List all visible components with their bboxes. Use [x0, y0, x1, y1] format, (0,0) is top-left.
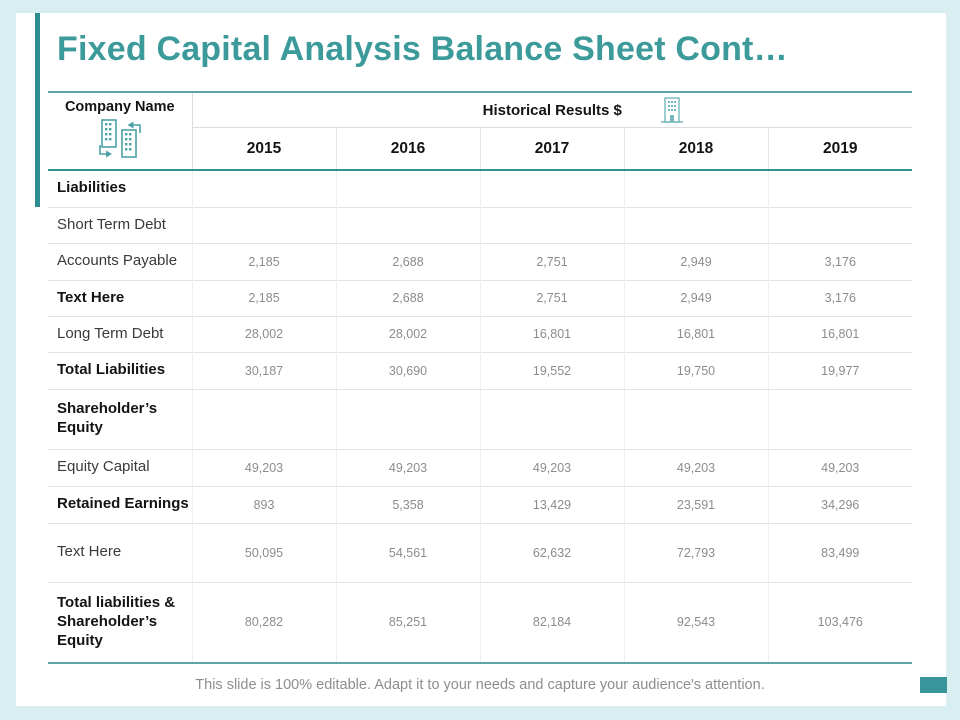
year-header: 2015	[192, 128, 336, 171]
cell-value: 19,552	[480, 352, 624, 389]
cell-value: 19,750	[624, 352, 768, 389]
cell-value: 49,203	[336, 449, 480, 486]
left-accent-bar	[35, 13, 40, 207]
cell-value: 54,561	[336, 523, 480, 582]
cell-value	[480, 170, 624, 207]
cell-value: 3,176	[768, 280, 912, 316]
row-label: Total liabilities & Shareholder’s Equity	[48, 582, 192, 663]
cell-value	[768, 389, 912, 449]
cell-value	[624, 207, 768, 243]
cell-value: 49,203	[192, 449, 336, 486]
row-label: Text Here	[48, 280, 192, 316]
table-row	[48, 523, 912, 582]
company-name-cell	[48, 92, 192, 170]
cell-value	[336, 207, 480, 243]
company-transfer-icon	[48, 117, 192, 161]
cell-value: 23,591	[624, 486, 768, 523]
cell-value: 34,296	[768, 486, 912, 523]
row-label: Text Here	[48, 523, 192, 582]
header-row-group	[48, 92, 912, 128]
cell-value: 893	[192, 486, 336, 523]
cell-value: 2,949	[624, 280, 768, 316]
cell-value: 49,203	[624, 449, 768, 486]
company-name-label: Company Name	[64, 99, 175, 115]
cell-value: 2,949	[624, 243, 768, 280]
row-label: Liabilities	[57, 179, 127, 197]
slide-title: Fixed Capital Analysis Balance Sheet Cont…	[57, 30, 788, 68]
year-header: 2018	[624, 128, 768, 171]
cell-value: 19,977	[768, 352, 912, 389]
cell-value: 2,688	[336, 243, 480, 280]
table-row	[48, 582, 912, 663]
cell-value: 16,801	[768, 316, 912, 352]
row-label: Long Term Debt	[48, 316, 192, 352]
cell-value: 62,632	[480, 523, 624, 582]
cell-value: 80,282	[192, 582, 336, 663]
cell-value: 13,429	[480, 486, 624, 523]
table-row	[48, 316, 912, 352]
cell-value: 28,002	[192, 316, 336, 352]
cell-value	[768, 207, 912, 243]
row-label: Accounts Payable	[48, 243, 192, 280]
corner-accent-square	[920, 677, 947, 693]
cell-value: 2,751	[480, 243, 624, 280]
year-header: 2016	[336, 128, 480, 171]
cell-value: 103,476	[768, 582, 912, 663]
table-row	[48, 280, 912, 316]
cell-value: 2,185	[192, 243, 336, 280]
cell-value: 16,801	[624, 316, 768, 352]
cell-value: 92,543	[624, 582, 768, 663]
table-row	[48, 389, 912, 449]
cell-value: 2,751	[480, 280, 624, 316]
cell-value: 49,203	[480, 449, 624, 486]
year-header: 2019	[768, 128, 912, 171]
footer-note: This slide is 100% editable. Adapt it to your needs and capture your audience's attention.	[195, 677, 765, 693]
row-label: Equity Capital	[48, 449, 192, 486]
cell-value: 30,690	[336, 352, 480, 389]
balance-sheet-table	[48, 91, 912, 664]
cell-value: 83,499	[768, 523, 912, 582]
year-header: 2017	[480, 128, 624, 171]
cell-value	[192, 170, 336, 207]
cell-value: 30,187	[192, 352, 336, 389]
cell-value	[624, 389, 768, 449]
cell-value: 28,002	[336, 316, 480, 352]
cell-value	[336, 170, 480, 207]
cell-value	[192, 389, 336, 449]
building-icon	[660, 96, 684, 124]
cell-value: 2,185	[192, 280, 336, 316]
cell-value	[480, 207, 624, 243]
historical-results-header	[192, 92, 912, 128]
row-label: Total Liabilities	[48, 352, 192, 389]
cell-value: 5,358	[336, 486, 480, 523]
table-row	[48, 352, 912, 389]
cell-value: 49,203	[768, 449, 912, 486]
cell-value: 3,176	[768, 243, 912, 280]
cell-value: 72,793	[624, 523, 768, 582]
cell-value: 50,095	[192, 523, 336, 582]
cell-value: 85,251	[336, 582, 480, 663]
row-label: Shareholder’s Equity	[48, 389, 192, 449]
table-row	[48, 243, 912, 280]
cell-value: 2,688	[336, 280, 480, 316]
cell-value	[768, 170, 912, 207]
row-label: Short Term Debt	[48, 207, 192, 243]
cell-value: 16,801	[480, 316, 624, 352]
historical-results-label: Historical Results $	[482, 101, 622, 119]
cell-value: 82,184	[480, 582, 624, 663]
cell-value	[192, 207, 336, 243]
cell-value	[336, 389, 480, 449]
table-row	[48, 486, 912, 523]
table-row	[48, 207, 912, 243]
table-row	[48, 170, 912, 207]
table-row	[48, 449, 912, 486]
row-label: Retained Earnings	[48, 486, 192, 523]
cell-value	[480, 389, 624, 449]
cell-value	[624, 170, 768, 207]
